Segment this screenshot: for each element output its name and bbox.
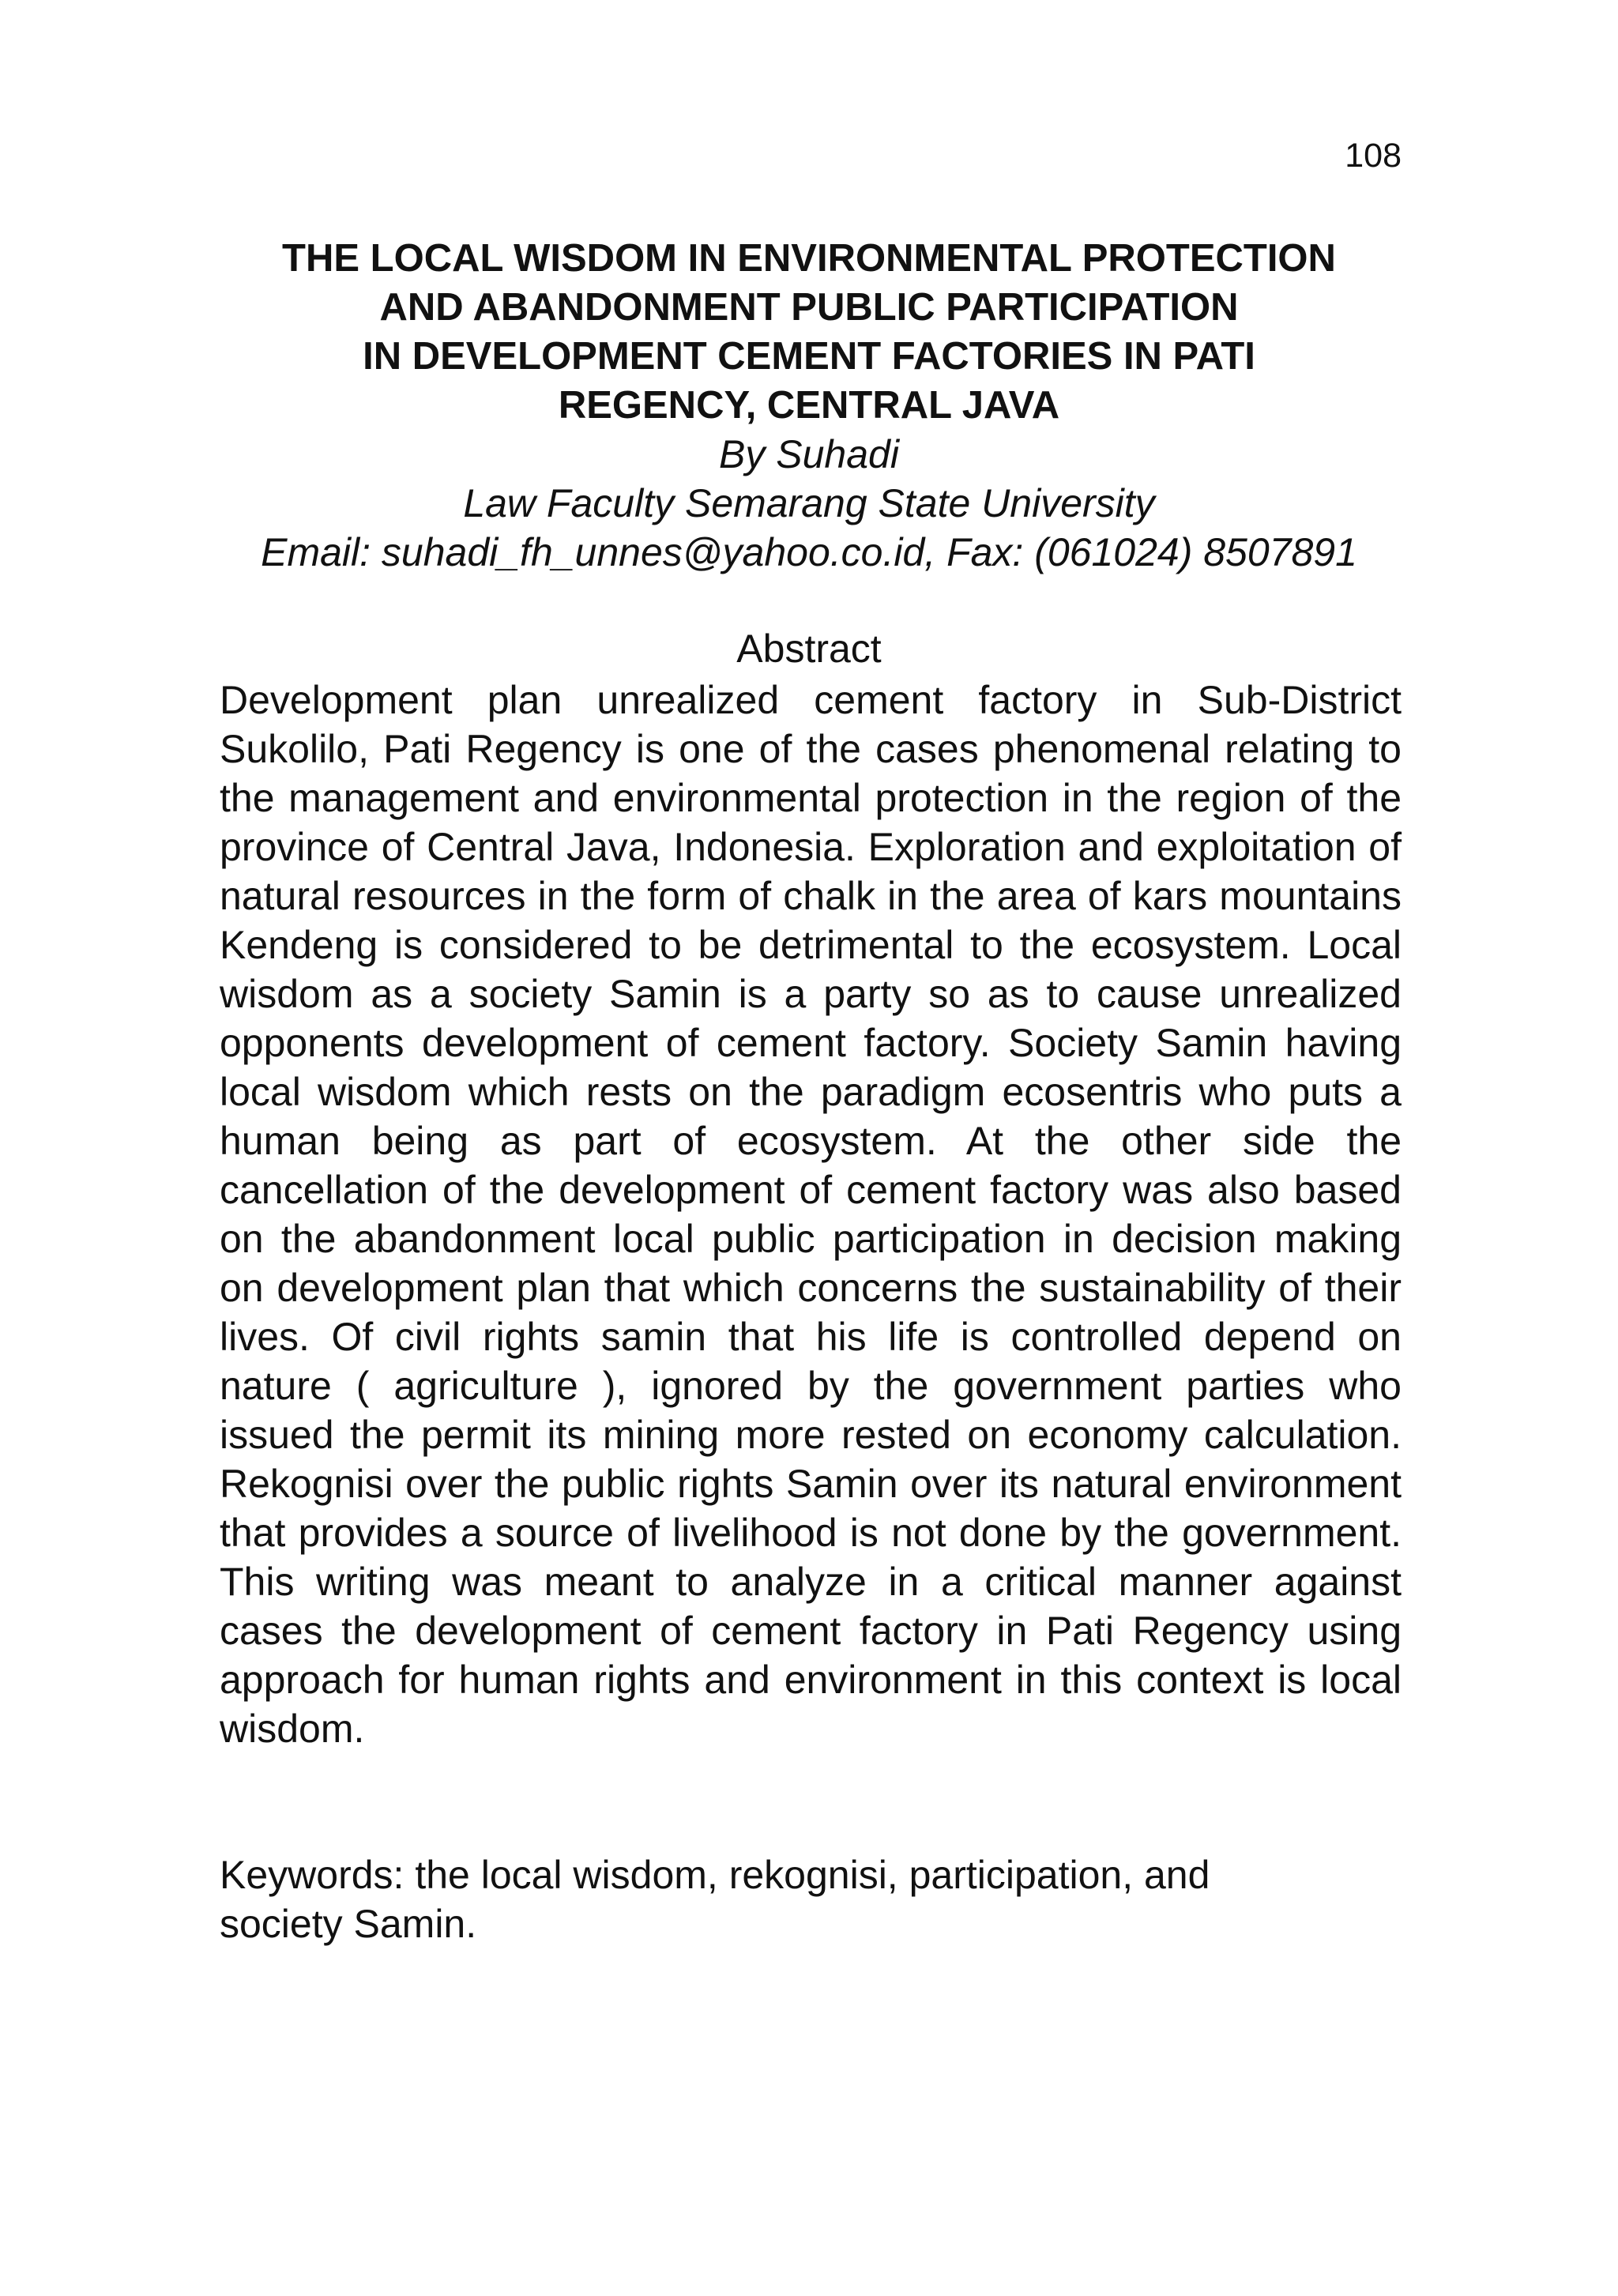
paper-title-line-1: THE LOCAL WISDOM IN ENVIRONMENTAL PROTECTION — [282, 237, 1336, 280]
keywords-line: Keywords: the local wisdom, rekognisi, participation, and society Samin. — [220, 1853, 1210, 1946]
abstract-heading: Abstract — [736, 627, 882, 671]
paper-title-line-3: IN DEVELOPMENT CEMENT FACTORIES IN PATI — [363, 335, 1255, 378]
abstract-body: Development plan unrealized cement factory in Sub-District Sukolilo, Pati Regency is one of the cases phenomenal relating to the management and environmental protection in the region of the province of Central Java, Indonesia. Exploration and exploitation of natural resources in the form of chalk in the area of kars mountains Kendeng is considered to be detrimental to the ecosystem. Local wisdom as a society Samin is a party so as to cause unrealized opponents development of cement factory. Society Samin having local wisdom which rests on the paradigm ecosentris who puts a human being as part of ecosystem. At the other side the cancellation of the development of cement factory was also based on the abandonment local public participation in decision making on development plan that which concerns the sustainability of their lives. Of civil rights samin that his life is controlled depend on nature ( agriculture ), ignored by the government parties who issued the permit its mining more rested on economy calculation. Rekognisi over the public rights Samin over its natural environment that provides a source of livelihood is not done by the government. This writing was meant to analyze in a critical manner against cases the development of cement factory in Pati Regency using approach for human rights and environment in this context is local wisdom. — [220, 678, 1402, 1751]
affiliation-line: Law Faculty Semarang State University — [463, 481, 1155, 525]
paper-title-line-2: AND ABANDONMENT PUBLIC PARTICIPATION — [379, 286, 1239, 329]
author-line: By Suhadi — [719, 432, 899, 476]
paper-header — [216, 234, 1402, 577]
page-number: 108 — [1345, 137, 1402, 175]
paper-title-line-4: REGENCY, CENTRAL JAVA — [558, 384, 1060, 427]
contact-line: Email: suhadi_fh_unnes@yahoo.co.id, Fax: (061024) 8507891 — [261, 530, 1357, 574]
